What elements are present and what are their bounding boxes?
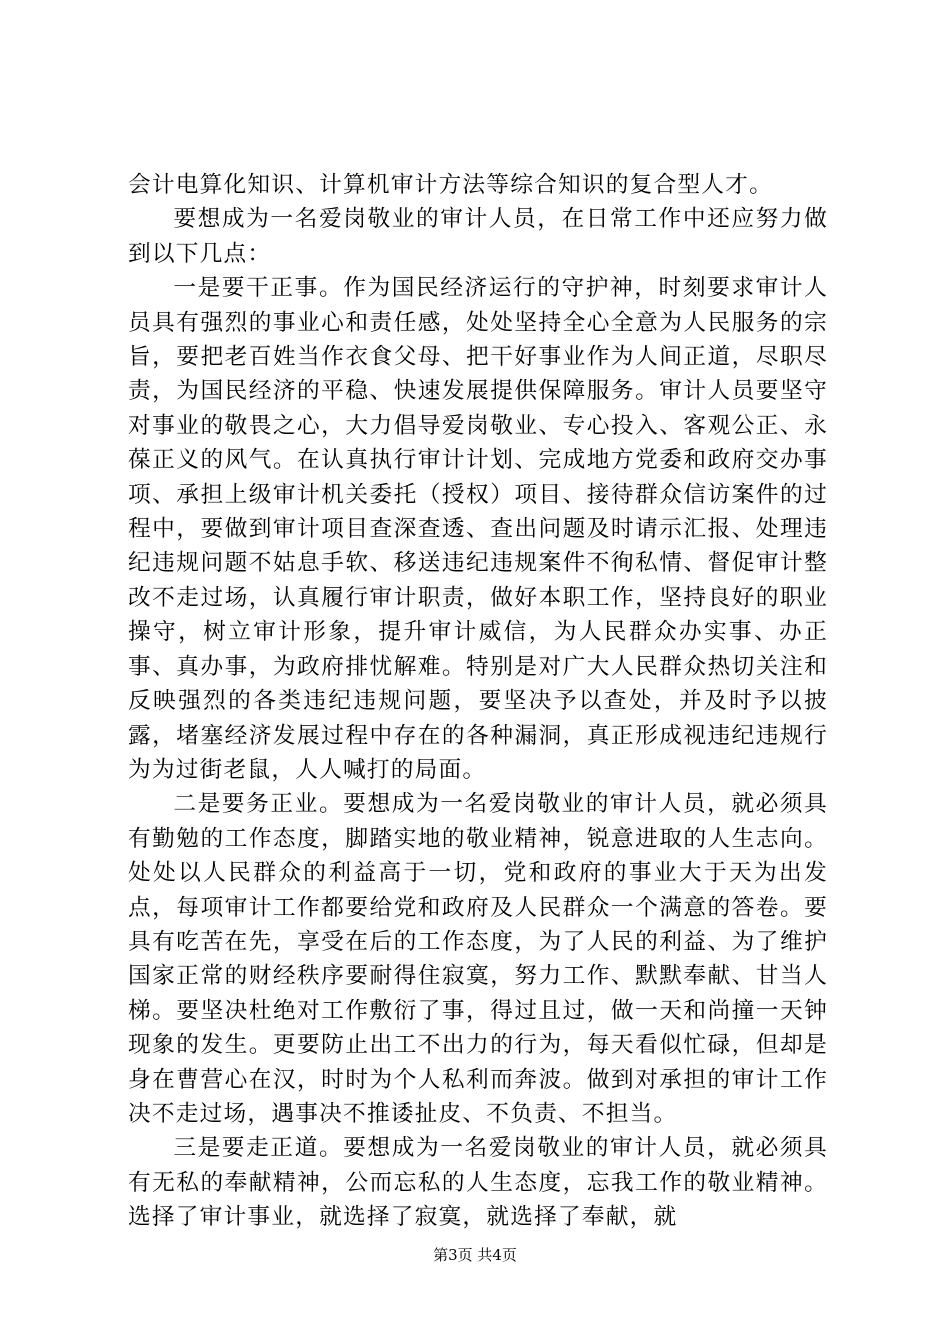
paragraph-5: 三是要走正道。要想成为一名爱岗敬业的审计人员，就必须具有无私的奉献精神，公而忘私的人生态度，忘我工作的敬业精神。选择了审计事业，就选择了寂寞，就选择了奉献，就 — [128, 1135, 828, 1231]
document-body — [128, 168, 828, 1235]
paragraph-4: 二是要务正业。要想成为一名爱岗敬业的审计人员，就必须具有勤勉的工作态度，脚踏实地的敬业精神，锐意进取的人生志向。处处以人民群众的利益高于一切，党和政府的事业大于天为出发点，每项审计工作都要给党和政府及人民群众一个满意的答卷。要具有吃苦在先，享受在后的工作态度，为了人民的利益、为了维护国家正常的财经秩序要耐得住寂寞，努力工作、默默奉献、甘当人梯。要坚决杜绝对工作敷衍了事，得过且过，做一天和尚撞一天钟现象的发生。更要防止出工不出力的行为，每天看似忙碌，但却是身在曹营心在汉，时时为个人私利而奔波。做到对承担的审计工作决不走过场，遇事决不推诿扯皮、不负责、不担当。 — [128, 791, 828, 1127]
page-number: 第3页 共4页 — [433, 1246, 517, 1264]
paragraph-1: 会计电算化知识、计算机审计方法等综合知识的复合型人才。 — [128, 172, 773, 198]
page-footer — [0, 1244, 950, 1265]
paragraph-2: 要想成为一名爱岗敬业的审计人员，在日常工作中还应努力做到以下几点： — [128, 206, 828, 267]
paragraph-3: 一是要干正事。作为国民经济运行的守护神，时刻要求审计人员具有强烈的事业心和责任感，处处坚持全心全意为人民服务的宗旨，要把老百姓当作衣食父母、把干好事业作为人间正道，尽职尽责，为国民经济的平稳、快速发展提供保障服务。审计人员要坚守对事业的敬畏之心，大力倡导爱岗敬业、专心投入、客观公正、永葆正义的风气。在认真执行审计计划、完成地方党委和政府交办事项、承担上级审计机关委托（授权）项目、接待群众信访案件的过程中，要做到审计项目查深查透、查出问题及时请示汇报、处理违纪违规问题不姑息手软、移送违纪违规案件不徇私情、督促审计整改不走过场，认真履行审计职责，做好本职工作，坚持良好的职业操守，树立审计形象，提升审计威信，为人民群众办实事、办正事、真办事，为政府排忧解难。特别是对广大人民群众热切关注和反映强烈的各类违纪违规问题，要坚决予以查处，并及时予以披露，堵塞经济发展过程中存在的各种漏洞，真正形成视违纪违规行为为过街老鼠，人人喊打的局面。 — [128, 275, 828, 783]
